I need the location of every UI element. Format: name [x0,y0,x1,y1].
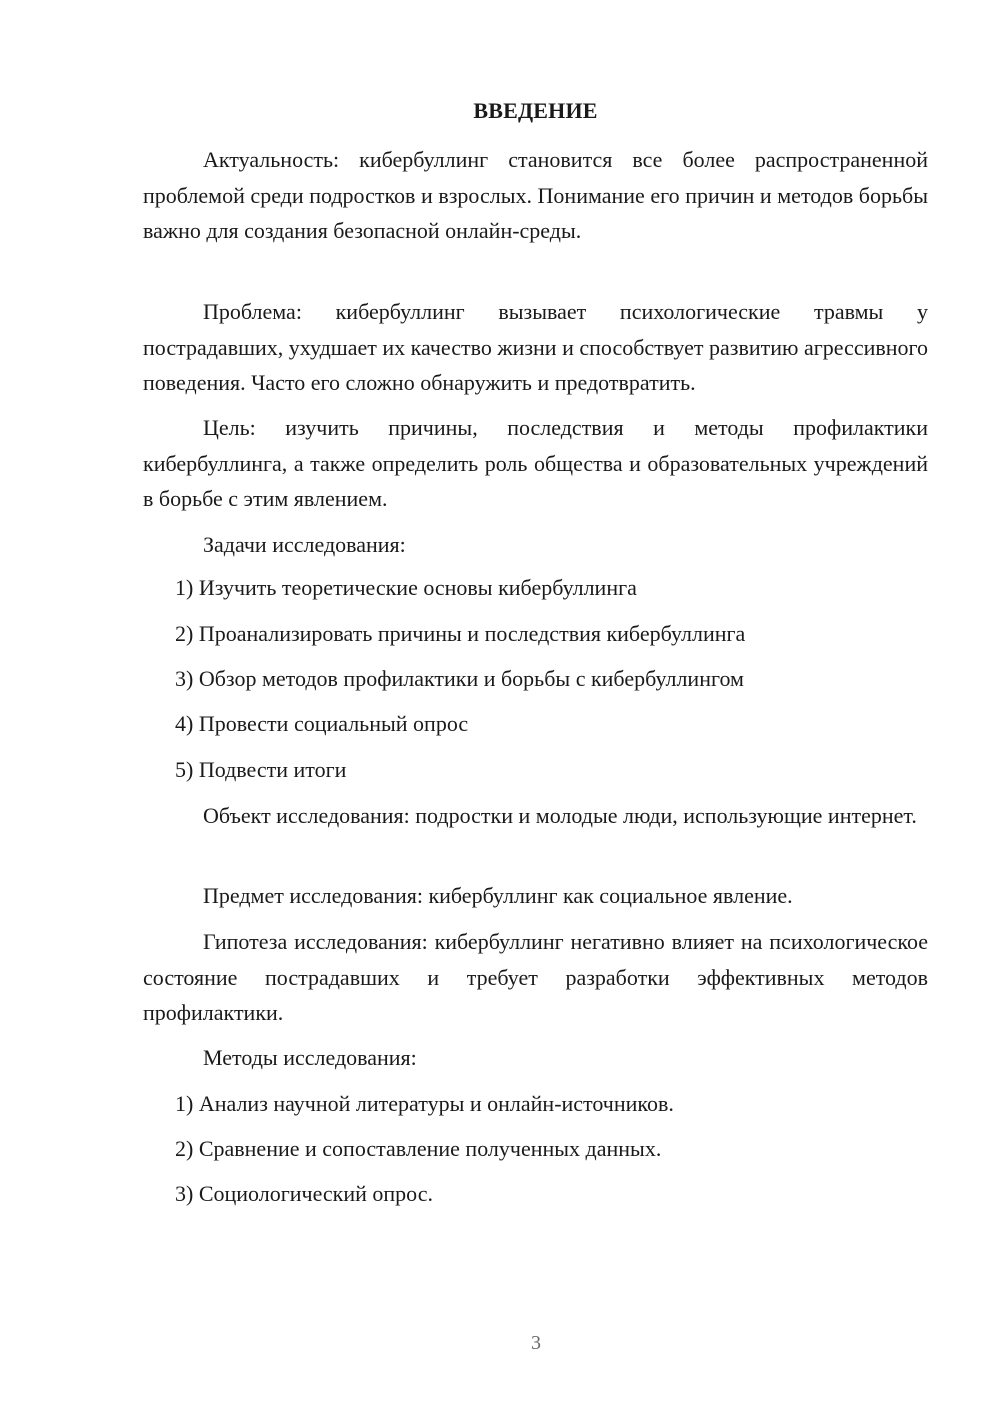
task-item: 4) Провести социальный опрос [175,711,469,736]
paragraph-relevance: Актуальность: кибербуллинг становится все более распространенной проблемой среди подростков и взрослых. Понимание его причин и методов борьбы важно для создания безопасной онлайн-среды. [143,147,928,243]
paragraph-hypothesis: Гипотеза исследования: кибербуллинг негативно влияет на психологическое состояние пострадавших и требует разработки эффективных методов профилактики. [143,929,928,1025]
method-item: 3) Социологический опрос. [175,1181,433,1206]
task-item: 5) Подвести итоги [175,757,347,782]
task-item: 1) Изучить теоретические основы кибербуллинга [175,575,637,600]
task-item: 3) Обзор методов профилактики и борьбы с кибербуллингом [175,666,744,691]
page-number: 3 [531,1332,541,1354]
page-title: ВВЕДЕНИЕ [473,98,598,123]
paragraph-object: Объект исследования: подростки и молодые люди, использующие интернет. [203,803,917,828]
paragraph-subject: Предмет исследования: кибербуллинг как социальное явление. [203,883,793,908]
task-item: 2) Проанализировать причины и последствия кибербуллинга [175,621,746,646]
paragraph-problem: Проблема: кибербуллинг вызывает психологические травмы у пострадавших, ухудшает их качество жизни и способствует развитию агрессивного поведения. Часто его сложно обнаружить и предотвратить. [143,299,928,395]
paragraph-goal: Цель: изучить причины, последствия и методы профилактики кибербуллинга, а также определить роль общества и образовательных учреждений в борьбе с этим явлением. [143,415,928,511]
tasks-heading: Задачи исследования: [203,532,406,557]
method-item: 2) Сравнение и сопоставление полученных данных. [175,1136,662,1161]
methods-heading: Методы исследования: [203,1045,417,1070]
method-item: 1) Анализ научной литературы и онлайн-источников. [175,1091,674,1116]
